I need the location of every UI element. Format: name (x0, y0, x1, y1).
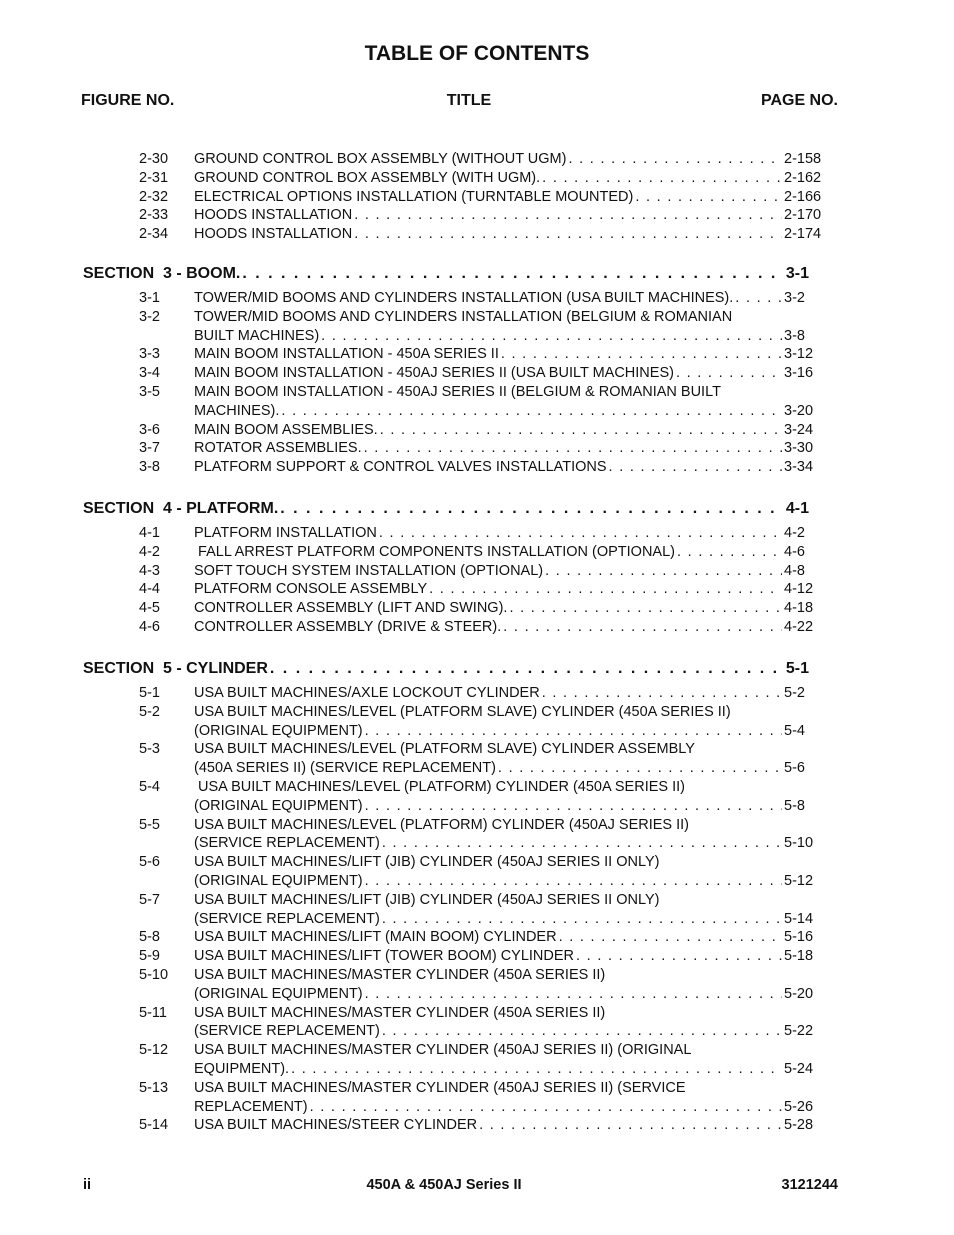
figure-page-number: 2-174 (784, 226, 822, 243)
toc-entry-line (0, 580, 954, 599)
toc-entry-line (0, 1079, 954, 1098)
figure-number: 3-3 (139, 346, 160, 363)
figure-title: USA BUILT MACHINES/MASTER CYLINDER (450AJ SERIES II) (ORIGINAL (194, 1042, 692, 1059)
toc-entry[interactable] (0, 364, 954, 383)
leader-dots (735, 289, 782, 308)
figure-number: 5-9 (139, 948, 160, 965)
leader-dots (545, 562, 782, 581)
footer-document-number: 3121244 (781, 1177, 838, 1193)
leader-dots (559, 928, 782, 947)
figure-title: MAIN BOOM INSTALLATION - 450AJ SERIES II (USA BUILT MACHINES) (194, 365, 674, 382)
figure-title: SOFT TOUCH SYSTEM INSTALLATION (OPTIONAL) (194, 562, 544, 579)
figure-number: 3-2 (139, 308, 160, 325)
figure-number: 3-7 (139, 440, 160, 457)
leader-dots (242, 265, 784, 283)
leader-dots (676, 364, 782, 383)
figure-page-number: 2-170 (784, 207, 822, 224)
figure-list (0, 289, 954, 477)
leader-dots (568, 150, 782, 169)
toc-entry-line (0, 1098, 954, 1117)
section-heading-text: SECTION 3 - BOOM. (83, 265, 241, 282)
figure-title: EQUIPMENT). (194, 1060, 290, 1077)
toc-entry-line (0, 308, 954, 327)
leader-dots (270, 660, 784, 678)
figure-page-number: 5-18 (784, 948, 814, 965)
toc-entry-line (0, 169, 954, 188)
toc-entry-line (0, 759, 954, 778)
figure-page-number: 3-24 (784, 421, 814, 438)
figure-number: 4-6 (139, 618, 160, 635)
toc-entry-line (0, 797, 954, 816)
figure-number: 4-4 (139, 581, 160, 598)
toc-entry[interactable] (0, 308, 954, 346)
figure-number: 4-2 (139, 543, 160, 560)
toc-entry[interactable] (0, 206, 954, 225)
figure-title: ELECTRICAL OPTIONS INSTALLATION (TURNTABLE MOUNTED) (194, 188, 634, 205)
figure-title: TOWER/MID BOOMS AND CYLINDERS INSTALLATION (BELGIUM & ROMANIAN (194, 308, 733, 325)
leader-dots (542, 169, 782, 188)
figure-title: REPLACEMENT) (194, 1098, 308, 1115)
toc-entry-line (0, 703, 954, 722)
figure-title: (450A SERIES II) (SERVICE REPLACEMENT) (194, 760, 496, 777)
figure-number: 2-31 (139, 169, 169, 186)
leader-dots (382, 834, 782, 853)
toc-entry-line (0, 345, 954, 364)
figure-title: MAIN BOOM INSTALLATION - 450A SERIES II (194, 346, 499, 363)
leader-dots (281, 402, 782, 421)
section-page-number: 4-1 (785, 500, 809, 517)
toc-entry-line (0, 740, 954, 759)
toc-entry-line (0, 543, 954, 562)
toc-entry-line (0, 722, 954, 741)
figure-list (0, 524, 954, 637)
toc-entry[interactable] (0, 150, 954, 169)
toc-entry-line (0, 421, 954, 440)
leader-dots (365, 872, 782, 891)
figure-number: 5-6 (139, 854, 160, 871)
figure-title: (SERVICE REPLACEMENT) (194, 910, 380, 927)
section-heading[interactable] (83, 500, 809, 518)
toc-entry-line (0, 947, 954, 966)
figure-number: 4-5 (139, 600, 160, 617)
toc-entry[interactable] (0, 225, 954, 244)
figure-number: 2-30 (139, 151, 169, 167)
figure-number: 5-4 (139, 778, 160, 795)
figure-page-number: 5-28 (784, 1117, 814, 1134)
toc-entry[interactable] (0, 383, 954, 421)
figure-title: (SERVICE REPLACEMENT) (194, 1023, 380, 1040)
figure-page-number: 5-22 (784, 1023, 814, 1040)
leader-dots (380, 421, 782, 440)
toc-entry-line (0, 891, 954, 910)
toc-entry-line (0, 778, 954, 797)
toc-entry-line (0, 383, 954, 402)
figure-title: USA BUILT MACHINES/MASTER CYLINDER (450A SERIES II) (194, 966, 606, 983)
toc-entry-line (0, 439, 954, 458)
toc-entry[interactable] (0, 891, 954, 929)
figure-title: MACHINES). (194, 402, 280, 419)
figure-page-number: 5-6 (784, 760, 805, 777)
leader-dots (365, 722, 782, 741)
toc-entry[interactable] (0, 1079, 954, 1117)
figure-page-number: 2-166 (784, 188, 822, 205)
figure-title: CONTROLLER ASSEMBLY (LIFT AND SWING). (194, 600, 508, 617)
toc-entry[interactable] (0, 524, 954, 543)
figure-title: (ORIGINAL EQUIPMENT) (194, 797, 363, 814)
leader-dots (576, 947, 782, 966)
leader-dots (280, 500, 784, 518)
toc-entry-line (0, 327, 954, 346)
figure-title: TOWER/MID BOOMS AND CYLINDERS INSTALLATION (USA BUILT MACHINES). (194, 290, 734, 306)
leader-dots (365, 985, 782, 1004)
figure-page-number: 5-24 (784, 1060, 814, 1077)
leader-dots (503, 618, 782, 637)
toc-entry-line (0, 684, 954, 703)
figure-page-number: 2-162 (784, 169, 822, 186)
figure-number: 5-1 (139, 685, 160, 701)
figure-title: USA BUILT MACHINES/MASTER CYLINDER (450A SERIES II) (194, 1004, 606, 1021)
figure-number: 5-7 (139, 891, 160, 908)
toc-entry[interactable] (0, 580, 954, 599)
figure-list (0, 684, 954, 1135)
toc-entry[interactable] (0, 816, 954, 854)
figure-title: USA BUILT MACHINES/LIFT (JIB) CYLINDER (450AJ SERIES II ONLY) (194, 891, 660, 908)
figure-title: USA BUILT MACHINES/LIFT (MAIN BOOM) CYLINDER (194, 929, 557, 946)
figure-number: 4-3 (139, 562, 160, 579)
leader-dots (382, 1022, 782, 1041)
footer-model: 450A & 450AJ Series II (366, 1177, 522, 1193)
figure-title: USA BUILT MACHINES/LEVEL (PLATFORM) CYLINDER (450A SERIES II) (194, 778, 685, 795)
leader-dots (354, 206, 782, 225)
toc-entry[interactable] (0, 188, 954, 207)
toc-entry-line (0, 853, 954, 872)
toc-entry[interactable] (0, 778, 954, 816)
leader-dots (542, 684, 782, 703)
figure-title: USA BUILT MACHINES/LEVEL (PLATFORM) CYLINDER (450AJ SERIES II) (194, 816, 690, 833)
figure-page-number: 5-8 (784, 797, 805, 814)
figure-number: 3-6 (139, 421, 160, 438)
toc-entry[interactable] (0, 562, 954, 581)
toc-entry-line (0, 1041, 954, 1060)
figure-title: USA BUILT MACHINES/LEVEL (PLATFORM SLAVE) CYLINDER (450A SERIES II) (194, 703, 731, 720)
toc-entry[interactable] (0, 458, 954, 477)
toc-entry[interactable] (0, 289, 954, 308)
toc-entry-line (0, 985, 954, 1004)
toc-entry-line (0, 910, 954, 929)
figure-number: 5-8 (139, 929, 160, 946)
toc-entry-line (0, 150, 954, 169)
toc-entry[interactable] (0, 684, 954, 703)
figure-title: CONTROLLER ASSEMBLY (DRIVE & STEER). (194, 618, 502, 635)
toc-entry-line (0, 562, 954, 581)
figure-list (0, 150, 954, 244)
figure-number: 5-12 (139, 1042, 169, 1059)
figure-title: USA BUILT MACHINES/STEER CYLINDER (194, 1117, 478, 1134)
leader-dots (677, 543, 782, 562)
figure-number: 5-2 (139, 703, 160, 720)
figure-title: USA BUILT MACHINES/MASTER CYLINDER (450AJ SERIES II) (SERVICE (194, 1079, 686, 1096)
toc-entry-line (0, 188, 954, 207)
toc-entry[interactable] (0, 1041, 954, 1079)
figure-number: 5-14 (139, 1117, 169, 1134)
figure-number: 5-5 (139, 816, 160, 833)
figure-title: MAIN BOOM INSTALLATION - 450AJ SERIES II (BELGIUM & ROMANIAN BUILT (194, 383, 721, 400)
figure-title: HOODS INSTALLATION (194, 207, 353, 224)
section-heading[interactable] (83, 265, 809, 283)
figure-page-number: 2-158 (784, 151, 822, 167)
toc-entry-line (0, 289, 954, 308)
figure-page-number: 4-18 (784, 600, 814, 617)
figure-title: USA BUILT MACHINES/AXLE LOCKOUT CYLINDER (194, 685, 540, 701)
toc-entry[interactable] (0, 543, 954, 562)
toc-entry[interactable] (0, 345, 954, 364)
figure-page-number: 5-16 (784, 929, 814, 946)
toc-entry[interactable] (0, 169, 954, 188)
toc-entry-line (0, 458, 954, 477)
figure-page-number: 5-14 (784, 910, 814, 927)
toc-entry-line (0, 816, 954, 835)
leader-dots (509, 599, 782, 618)
figure-title: USA BUILT MACHINES/LIFT (TOWER BOOM) CYLINDER (194, 948, 575, 965)
leader-dots (321, 327, 782, 346)
leader-dots (609, 458, 782, 477)
section-page-number: 5-1 (785, 660, 809, 677)
section-heading[interactable] (83, 660, 809, 678)
toc-entry-line (0, 1060, 954, 1079)
leader-dots (635, 188, 782, 207)
figure-number: 5-13 (139, 1079, 169, 1096)
figure-title: USA BUILT MACHINES/LEVEL (PLATFORM SLAVE) CYLINDER ASSEMBLY (194, 741, 695, 758)
toc-entry-line (0, 834, 954, 853)
toc-entry[interactable] (0, 439, 954, 458)
section-page-number: 3-1 (785, 265, 809, 282)
figure-page-number: 5-4 (784, 722, 805, 739)
figure-number: 5-11 (139, 1004, 167, 1021)
leader-dots (501, 345, 782, 364)
toc-entry-line (0, 618, 954, 637)
toc-entry[interactable] (0, 853, 954, 891)
leader-dots (479, 1116, 782, 1135)
figure-number: 3-8 (139, 459, 160, 476)
toc-entry-line (0, 928, 954, 947)
figure-title: FALL ARREST PLATFORM COMPONENTS INSTALLATION (OPTIONAL) (194, 543, 675, 560)
figure-title: USA BUILT MACHINES/LIFT (JIB) CYLINDER (450AJ SERIES II ONLY) (194, 854, 660, 871)
figure-title: GROUND CONTROL BOX ASSEMBLY (WITHOUT UGM) (194, 151, 567, 167)
toc-entry[interactable] (0, 703, 954, 741)
figure-number: 4-1 (139, 525, 160, 541)
title-column-header: TITLE (446, 92, 492, 109)
figure-title: (SERVICE REPLACEMENT) (194, 835, 380, 852)
page-no-column-header: PAGE NO. (760, 92, 838, 109)
toc-entry-line (0, 364, 954, 383)
toc-entry-line (0, 524, 954, 543)
toc-entry[interactable] (0, 421, 954, 440)
figure-title: (ORIGINAL EQUIPMENT) (194, 722, 363, 739)
figure-page-number: 4-2 (784, 525, 805, 541)
toc-entry-line (0, 1116, 954, 1135)
toc-entry[interactable] (0, 928, 954, 947)
figure-page-number: 4-8 (784, 562, 805, 579)
leader-dots (429, 580, 782, 599)
toc-entry[interactable] (0, 966, 954, 1004)
figure-number: 3-1 (139, 290, 160, 306)
leader-dots (379, 524, 782, 543)
leader-dots (364, 439, 782, 458)
figure-page-number: 3-34 (784, 459, 814, 476)
figure-title: PLATFORM INSTALLATION (194, 525, 377, 541)
toc-entry-line (0, 872, 954, 891)
figure-page-number: 4-12 (784, 581, 814, 598)
figure-page-number: 5-20 (784, 985, 814, 1002)
figure-page-number: 3-2 (784, 290, 805, 306)
toc-entry[interactable] (0, 1004, 954, 1042)
figure-number: 5-10 (139, 966, 169, 983)
leader-dots (498, 759, 782, 778)
leader-dots (291, 1060, 782, 1079)
figure-page-number: 5-10 (784, 835, 814, 852)
figure-title: BUILT MACHINES) (194, 327, 320, 344)
toc-entry-line (0, 1022, 954, 1041)
toc-entry-line (0, 1004, 954, 1023)
figure-title: GROUND CONTROL BOX ASSEMBLY (WITH UGM). (194, 169, 541, 186)
figure-number: 3-5 (139, 383, 160, 400)
figure-number: 2-32 (139, 188, 169, 205)
figure-title: PLATFORM SUPPORT & CONTROL VALVES INSTALLATIONS (194, 459, 607, 476)
leader-dots (365, 797, 782, 816)
figure-title: (ORIGINAL EQUIPMENT) (194, 985, 363, 1002)
leader-dots (354, 225, 782, 244)
section-heading-text: SECTION 5 - CYLINDER (83, 660, 268, 677)
toc-entry[interactable] (0, 599, 954, 618)
toc-entry-line (0, 599, 954, 618)
figure-page-number: 4-6 (784, 543, 805, 560)
leader-dots (382, 910, 782, 929)
toc-entry[interactable] (0, 740, 954, 778)
figure-page-number: 5-26 (784, 1098, 814, 1115)
figure-page-number: 4-22 (784, 618, 814, 635)
footer-page-number: ii (83, 1177, 92, 1193)
leader-dots (310, 1098, 782, 1117)
figure-number: 2-34 (139, 226, 169, 243)
figure-page-number: 3-30 (784, 440, 814, 457)
figure-page-number: 5-12 (784, 872, 814, 889)
page-title: TABLE OF CONTENTS (364, 42, 590, 65)
toc-entry[interactable] (0, 947, 954, 966)
figure-page-number: 3-20 (784, 402, 814, 419)
toc-entry-line (0, 225, 954, 244)
figure-page-number: 3-8 (784, 327, 805, 344)
figure-title: MAIN BOOM ASSEMBLIES. (194, 421, 378, 438)
toc-entry-line (0, 966, 954, 985)
figure-number: 3-4 (139, 365, 160, 382)
figure-title: ROTATOR ASSEMBLIES. (194, 440, 362, 457)
figure-page-number: 3-16 (784, 365, 814, 382)
section-heading-text: SECTION 4 - PLATFORM. (83, 500, 279, 517)
toc-entry[interactable] (0, 618, 954, 637)
figure-no-column-header: FIGURE NO. (81, 92, 175, 109)
figure-number: 5-3 (139, 741, 160, 758)
toc-entry[interactable] (0, 1116, 954, 1135)
figure-page-number: 3-12 (784, 346, 814, 363)
toc-entry-line (0, 402, 954, 421)
figure-title: (ORIGINAL EQUIPMENT) (194, 872, 363, 889)
figure-number: 2-33 (139, 207, 169, 224)
toc-entry-line (0, 206, 954, 225)
figure-title: PLATFORM CONSOLE ASSEMBLY (194, 581, 428, 598)
figure-page-number: 5-2 (784, 685, 805, 701)
figure-title: HOODS INSTALLATION (194, 226, 353, 243)
